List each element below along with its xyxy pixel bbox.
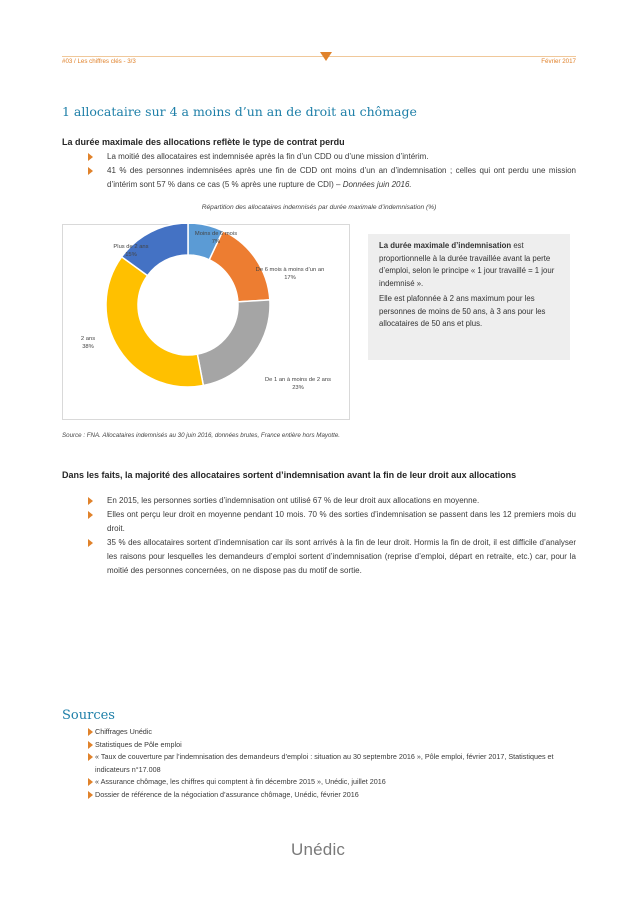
chart-label-1-2-ans: De 1 an à moins de 2 ans 23%: [264, 377, 332, 391]
list-item: La moitié des allocataires est indemnisée après la fin d’un CDD ou d’une mission d’intérim.: [62, 150, 576, 164]
list-item: 41 % des personnes indemnisées après une fin de CDD ont moins d’un an d’indemnisation ; celles qui ont perdu une mission d’intérim sont 57 % dans ce cas (5 % après une rupture de CDI) – Données juin 2016.: [62, 164, 576, 192]
section1-bullets: [62, 150, 576, 192]
sources-title: Sources: [62, 708, 115, 723]
bullet-arrow-icon: [88, 728, 93, 736]
list-item: Statistiques de Pôle emploi: [62, 739, 576, 752]
list-item: En 2015, les personnes sorties d’indemnisation ont utilisé 67 % de leur droit aux allocations en moyenne.: [62, 494, 576, 508]
chart-label-moins-6-mois: Moins de 6 mois 7%: [194, 231, 238, 245]
list-item: Dossier de référence de la négociation d’assurance chômage, Unédic, février 2016: [62, 789, 576, 802]
sidebox-paragraph: La durée maximale d’indemnisation est proportionnelle à la durée travaillée avant la perte d’emploi, selon le principe « 1 jour travaillé = 1 jour indemnisé ».: [379, 241, 555, 288]
bullet-arrow-icon: [88, 791, 93, 799]
chart-label-plus-2-ans: Plus de 2 ans 15%: [113, 244, 149, 258]
bullet-arrow-icon: [88, 167, 93, 175]
list-item: Chiffrages Unédic: [62, 726, 576, 739]
chart-caption: Répartition des allocataires indemnisés par durée maximale d’indemnisation (%): [201, 204, 437, 211]
unedic-logo: Unédic: [291, 840, 346, 859]
slice-1-2-ans: [197, 300, 270, 386]
list-item: « Assurance chômage, les chiffres qui comptent à fin décembre 2015 », Unédic, juillet 2016: [62, 776, 576, 789]
list-item: Elles ont perçu leur droit en moyenne pendant 10 mois. 70 % des sorties d’indemnisation se passent dans les 12 premiers mois du droit.: [62, 508, 576, 536]
chart-label-6-mois-1-an: De 6 mois à moins d’un an 17%: [255, 267, 325, 281]
section1-subtitle: La durée maximale des allocations reflète le type de contrat perdu: [62, 137, 345, 147]
header-left: #03 / Les chiffres clés - 3/3: [62, 58, 136, 65]
sources-list: [62, 726, 576, 801]
sidebox-paragraph: Elle est plafonnée à 2 ans maximum pour les personnes de moins de 50 ans, à 3 ans pour les allocataires de 50 ans et plus.: [379, 294, 546, 328]
section2-bullets: [62, 494, 576, 578]
section2-subtitle: Dans les faits, la majorité des allocataires sortent d’indemnisation avant la fin de leur droit aux allocations: [62, 470, 517, 480]
bullet-arrow-icon: [88, 753, 93, 761]
page-title: 1 allocataire sur 4 a moins d’un an de droit au chômage: [62, 104, 417, 119]
bullet-arrow-icon: [88, 153, 93, 161]
info-sidebox: [368, 234, 570, 360]
list-item: 35 % des allocataires sortent d’indemnisation car ils sont arrivés à la fin de leur droit. Hormis la fin de droit, il est difficile d’analyser les raisons pour lesquelles les demandeurs d’emploi sortent d’indemnisation (reprise d’emploi, départ en retraite, etc.) car, pour la moitié des personnes concernées, on ne dispose pas du motif de sortie.: [62, 536, 576, 578]
header-rule: [62, 56, 576, 57]
header-marker-icon: [320, 52, 332, 61]
bullet-arrow-icon: [88, 497, 93, 505]
bullet-arrow-icon: [88, 539, 93, 547]
slice-2-ans: [106, 257, 203, 387]
chart-source: Source : FNA. Allocataires indemnisés au 30 juin 2016, données brutes, France entière hors Mayotte.: [62, 432, 341, 439]
bullet-arrow-icon: [88, 778, 93, 786]
bullet-arrow-icon: [88, 511, 93, 519]
chart-label-2-ans: 2 ans 38%: [80, 336, 96, 350]
bullet-arrow-icon: [88, 741, 93, 749]
list-item: « Taux de couverture par l’indemnisation des demandeurs d’emploi : situation au 30 septembre 2016 », Pôle emploi, février 2017, Statistiques et indicateurs n°17.008: [62, 751, 576, 776]
header-right: Février 2017: [541, 58, 576, 65]
